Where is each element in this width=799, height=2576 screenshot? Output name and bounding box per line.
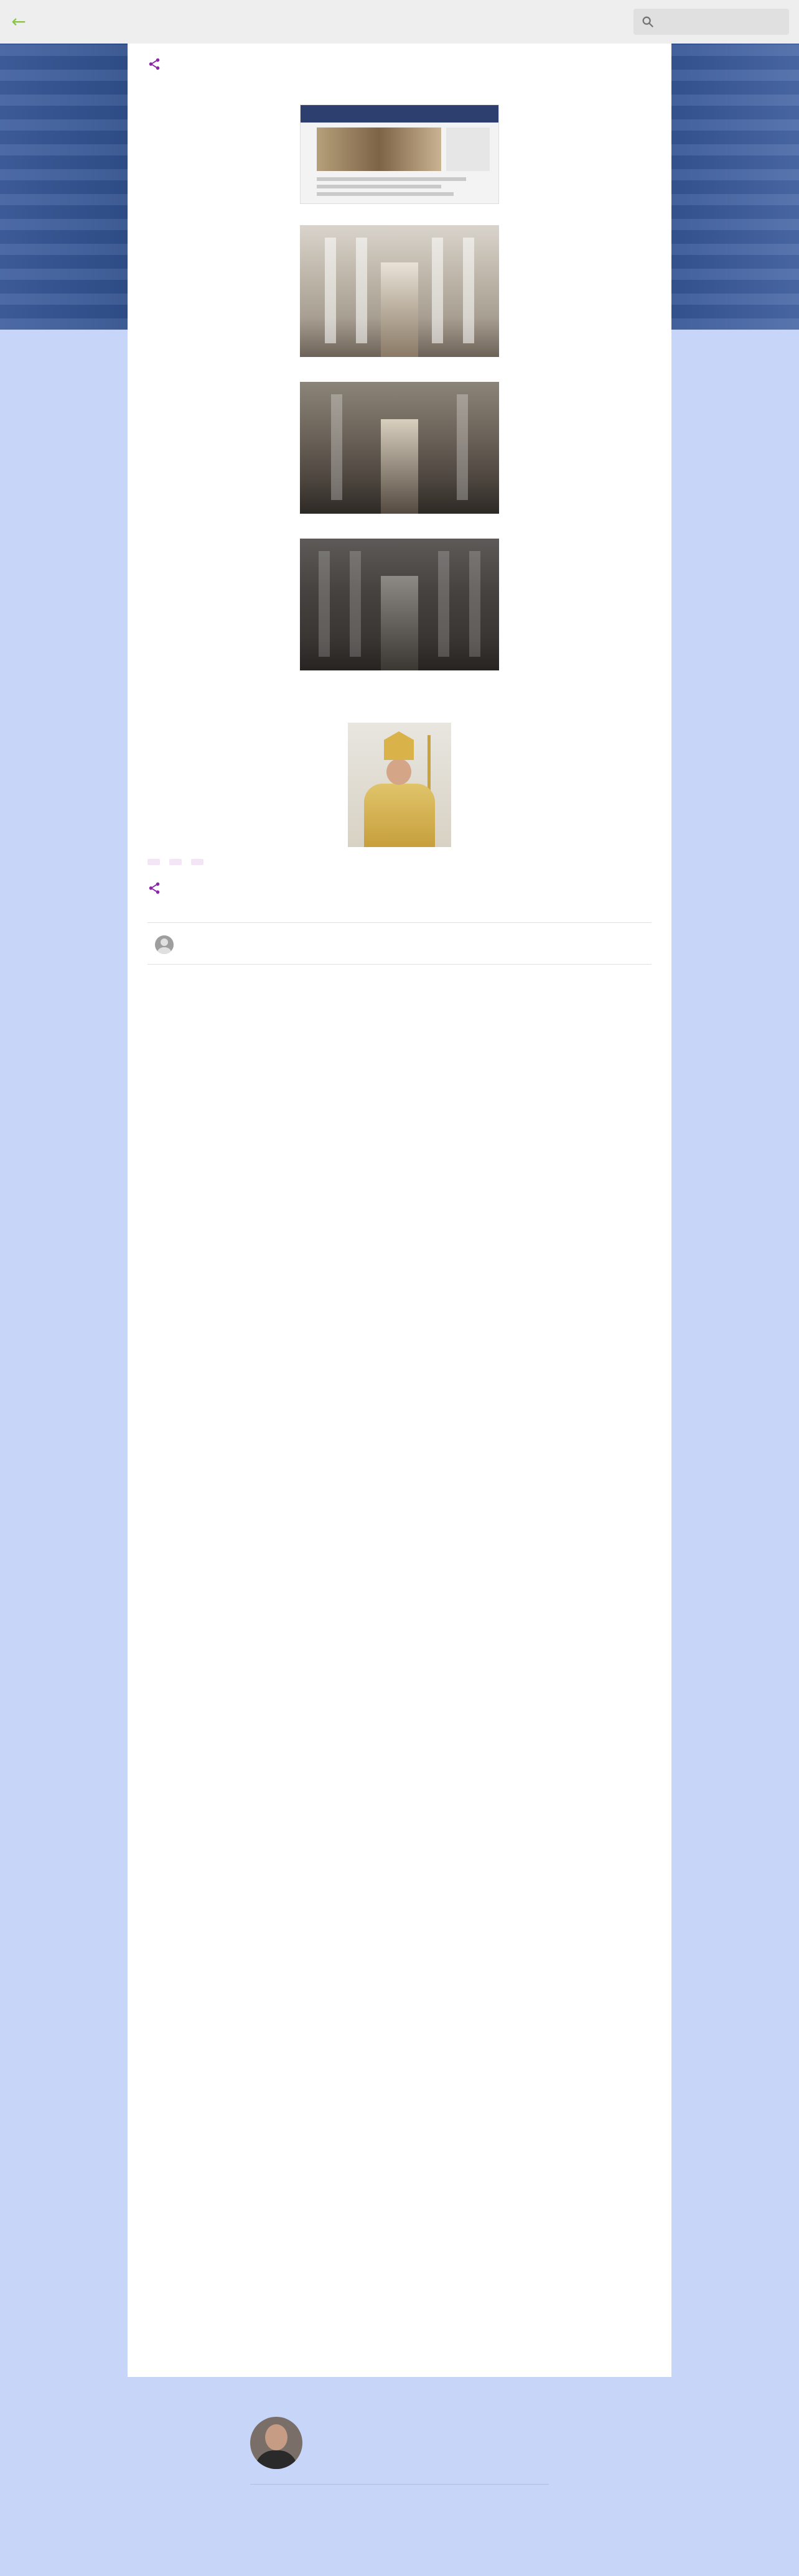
divider — [250, 2484, 549, 2485]
cocathedral2-photo — [300, 539, 499, 670]
top-bar — [0, 0, 799, 44]
churches-section — [147, 675, 652, 695]
divider — [147, 964, 652, 965]
cathedral-section — [147, 205, 652, 357]
back-arrow-icon[interactable]: ← — [11, 11, 26, 32]
avatar-icon — [155, 935, 174, 954]
profile-avatar[interactable] — [250, 2417, 302, 2469]
post-card — [128, 44, 671, 2377]
diocese-heading — [147, 85, 652, 104]
archbishop-photo — [348, 723, 451, 847]
cathedral-heading — [147, 205, 652, 225]
search-icon[interactable] — [641, 15, 655, 29]
cocathedral1-photo — [300, 382, 499, 514]
churches-heading — [147, 675, 652, 695]
cocathedral2-section — [147, 519, 652, 670]
label-chip[interactable] — [147, 859, 160, 865]
comment-box[interactable] — [147, 929, 652, 960]
cathedral-photo — [300, 225, 499, 357]
share-icon[interactable] — [147, 881, 161, 895]
archbishop-line — [147, 699, 652, 719]
search-input[interactable] — [661, 14, 785, 31]
cocathedral1-section — [147, 362, 652, 514]
post-labels — [147, 856, 652, 868]
cocathedral2-heading — [147, 519, 652, 539]
divider — [147, 922, 652, 923]
search-box[interactable] — [633, 9, 789, 35]
label-chip[interactable] — [169, 859, 182, 865]
cocathedral1-heading — [147, 362, 652, 382]
diocese-website-screenshot — [300, 104, 499, 204]
diocese-section — [147, 85, 652, 204]
label-chip[interactable] — [191, 859, 203, 865]
share-icon[interactable] — [147, 57, 161, 71]
